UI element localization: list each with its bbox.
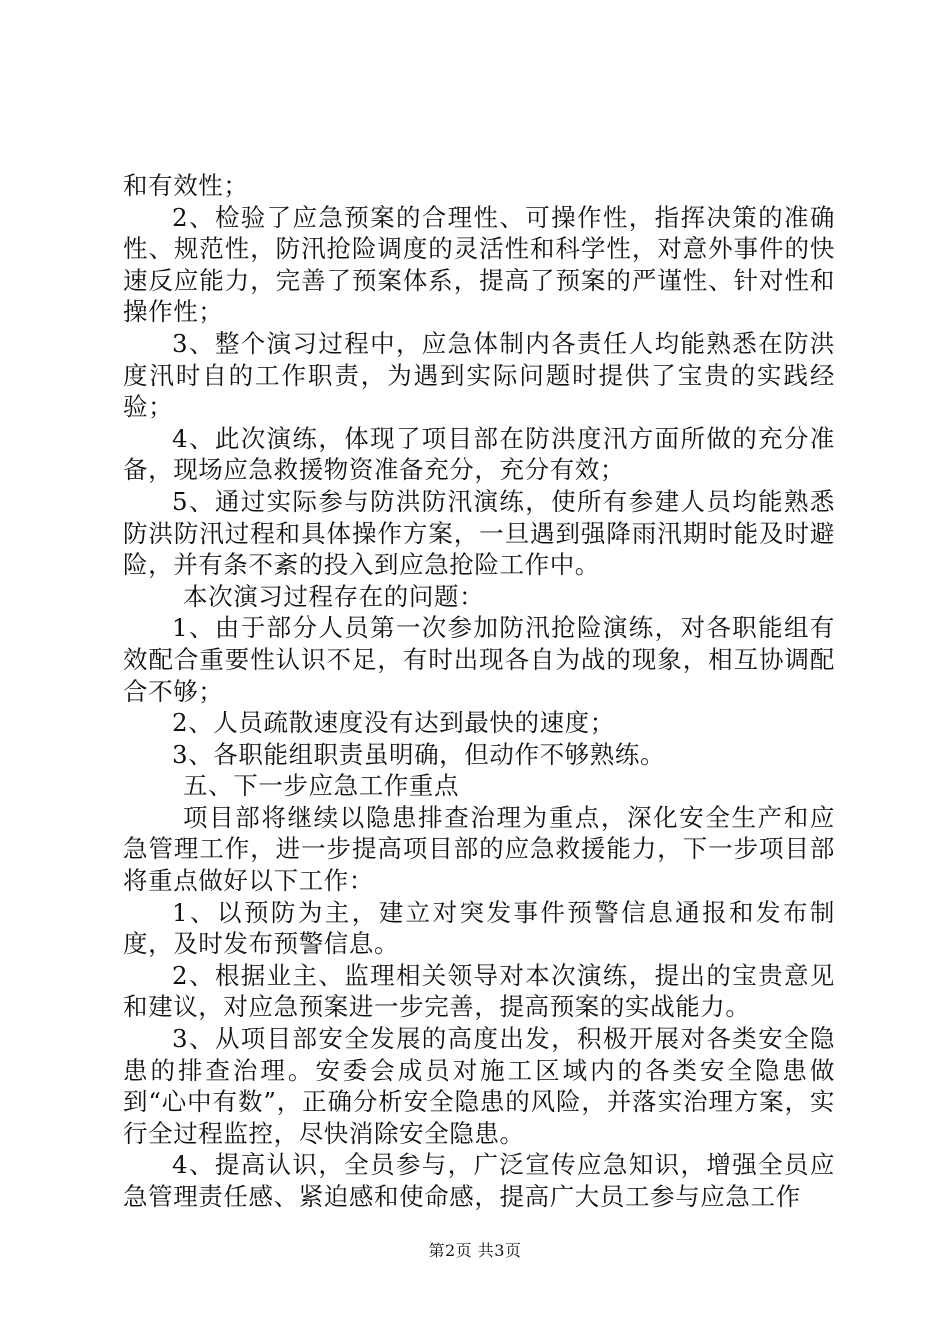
paragraph: 3、整个演习过程中，应急体制内各责任人均能熟悉在防洪度汛时自的工作职责，为遇到实际问题时提供了宝贵的实践经验；: [123, 328, 835, 422]
paragraph: 2、人员疏散速度没有达到最快的速度；: [172, 708, 615, 738]
page-number-footer: 第2页 共3页: [428, 1241, 522, 1260]
section-heading: 本次演习过程存在的问题：: [183, 581, 485, 611]
paragraph: 5、通过实际参与防洪防汛演练，使所有参建人员均能熟悉防洪防汛过程和具体操作方案，一旦遇到强降雨汛期时能及时避险，并有条不紊的投入到应急抢险工作中。: [123, 486, 835, 580]
paragraph: 1、以预防为主，建立对突发事件预警信息通报和发布制度，及时发布预警信息。: [123, 897, 835, 959]
document-body: [123, 170, 835, 1213]
paragraph: 4、此次演练，体现了项目部在防洪度汛方面所做的充分准备，现场应急救援物资准备充分，充分有效；: [123, 423, 835, 485]
paragraph: 3、从项目部安全发展的高度出发，积极开展对各类安全隐患的排查治理。安委会成员对施工区域内的各类安全隐患做到“心中有数”，正确分析安全隐患的风险，并落实治理方案，实行全过程监控，尽快消除安全隐患。: [123, 1024, 835, 1148]
section-heading: 五、下一步应急工作重点: [183, 771, 460, 801]
paragraph: 3、各职能组职责虽明确，但动作不够熟练。: [172, 739, 666, 769]
paragraph: 2、根据业主、监理相关领导对本次演练，提出的宝贵意见和建议，对应急预案进一步完善，提高预案的实战能力。: [123, 960, 835, 1022]
paragraph: 4、提高认识，全员参与，广泛宣传应急知识，增强全员应急管理责任感、紧迫感和使命感，提高广大员工参与应急工作: [123, 1150, 835, 1211]
paragraph: 2、检验了应急预案的合理性、可操作性，指挥决策的准确性、规范性，防汛抢险调度的灵活性和科学性，对意外事件的快速反应能力，完善了预案体系，提高了预案的严谨性、针对性和操作性；: [123, 202, 835, 327]
paragraph: 项目部将继续以隐患排查治理为重点，深化安全生产和应急管理工作，进一步提高项目部的应急救援能力，下一步项目部将重点做好以下工作：: [123, 802, 835, 896]
paragraph: 1、由于部分人员第一次参加防汛抢险演练，对各职能组有效配合重要性认识不足，有时出现各自为战的现象，相互协调配合不够；: [123, 613, 835, 706]
paragraph: 和有效性；: [123, 171, 249, 200]
